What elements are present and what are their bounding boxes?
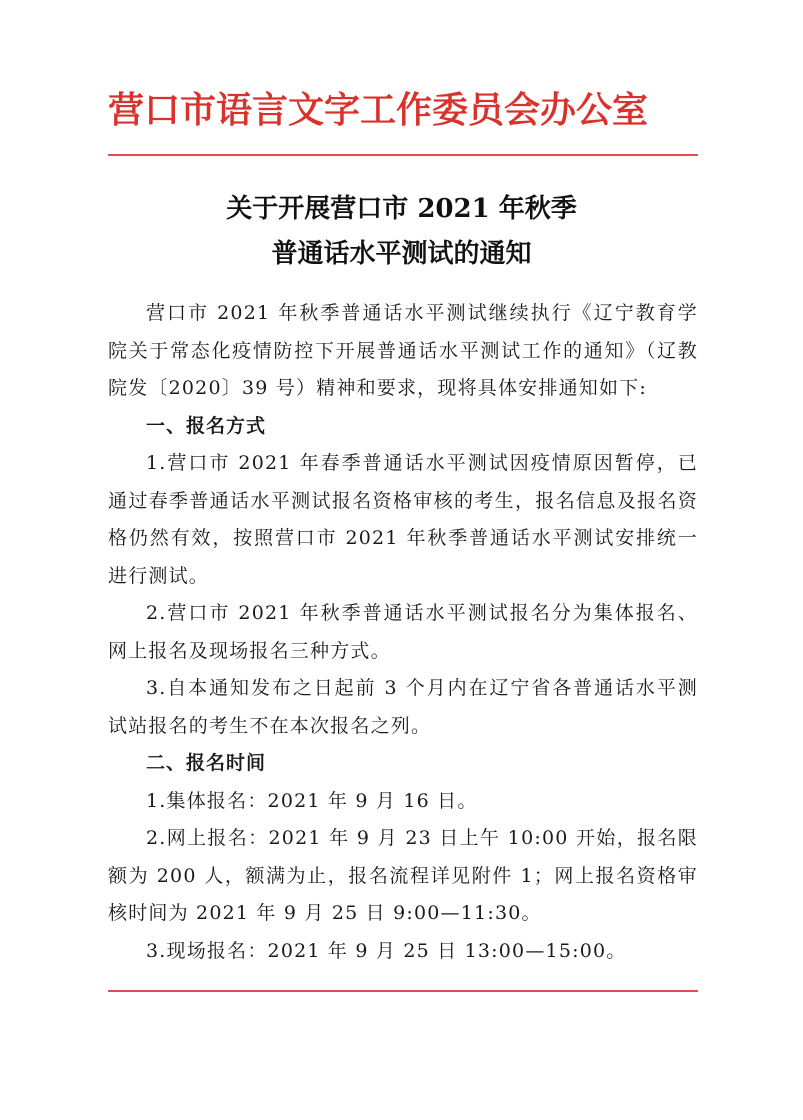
document-body xyxy=(108,295,698,970)
list-item: 1.营口市 2021 年春季普通话水平测试因疫情原因暂停，已通过春季普通话水平测试报名资格审核的考生，报名信息及报名资格仍然有效，按照营口市 2021 年秋季普通话水平测试安排统一进行测试。 xyxy=(108,452,698,587)
section-heading-registration-method: 一、报名方式 xyxy=(146,414,267,437)
list-item: 2.网上报名：2021 年 9 月 23 日上午 10:00 开始，报名限额为 200 人，额满为止，报名流程详见附件 1；网上报名资格审核时间为 2021 年 9 月 25 日 9:00—11:30。 xyxy=(108,827,698,924)
document-title-line-2: 普通话水平测试的通知 xyxy=(271,239,532,269)
list-item: 2.营口市 2021 年秋季普通话水平测试报名分为集体报名、网上报名及现场报名三种方式。 xyxy=(108,602,698,662)
footer-red-rule xyxy=(108,990,698,992)
section-heading-registration-time: 二、报名时间 xyxy=(146,752,267,774)
list-item: 3.自本通知发布之日起前 3 个月内在辽宁省各普通话水平测试站报名的考生不在本次报名之列。 xyxy=(108,677,698,737)
list-item: 1.集体报名：2021 年 9 月 16 日。 xyxy=(146,789,478,812)
intro-paragraph: 营口市 2021 年秋季普通话水平测试继续执行《辽宁教育学院关于常态化疫情防控下开展普通话水平测试工作的通知》（辽教院发〔2020〕39 号）精神和要求，现将具体安排通知如下: xyxy=(108,302,698,399)
header-red-rule xyxy=(108,154,698,156)
list-item: 3.现场报名：2021 年 9 月 25 日 13:00—15:00。 xyxy=(146,939,627,962)
issuing-office-header: 营口市语言文字工作委员会办公室 xyxy=(108,89,649,131)
document-title-line-1: 关于开展营口市 2021 年秋季 xyxy=(226,194,577,224)
